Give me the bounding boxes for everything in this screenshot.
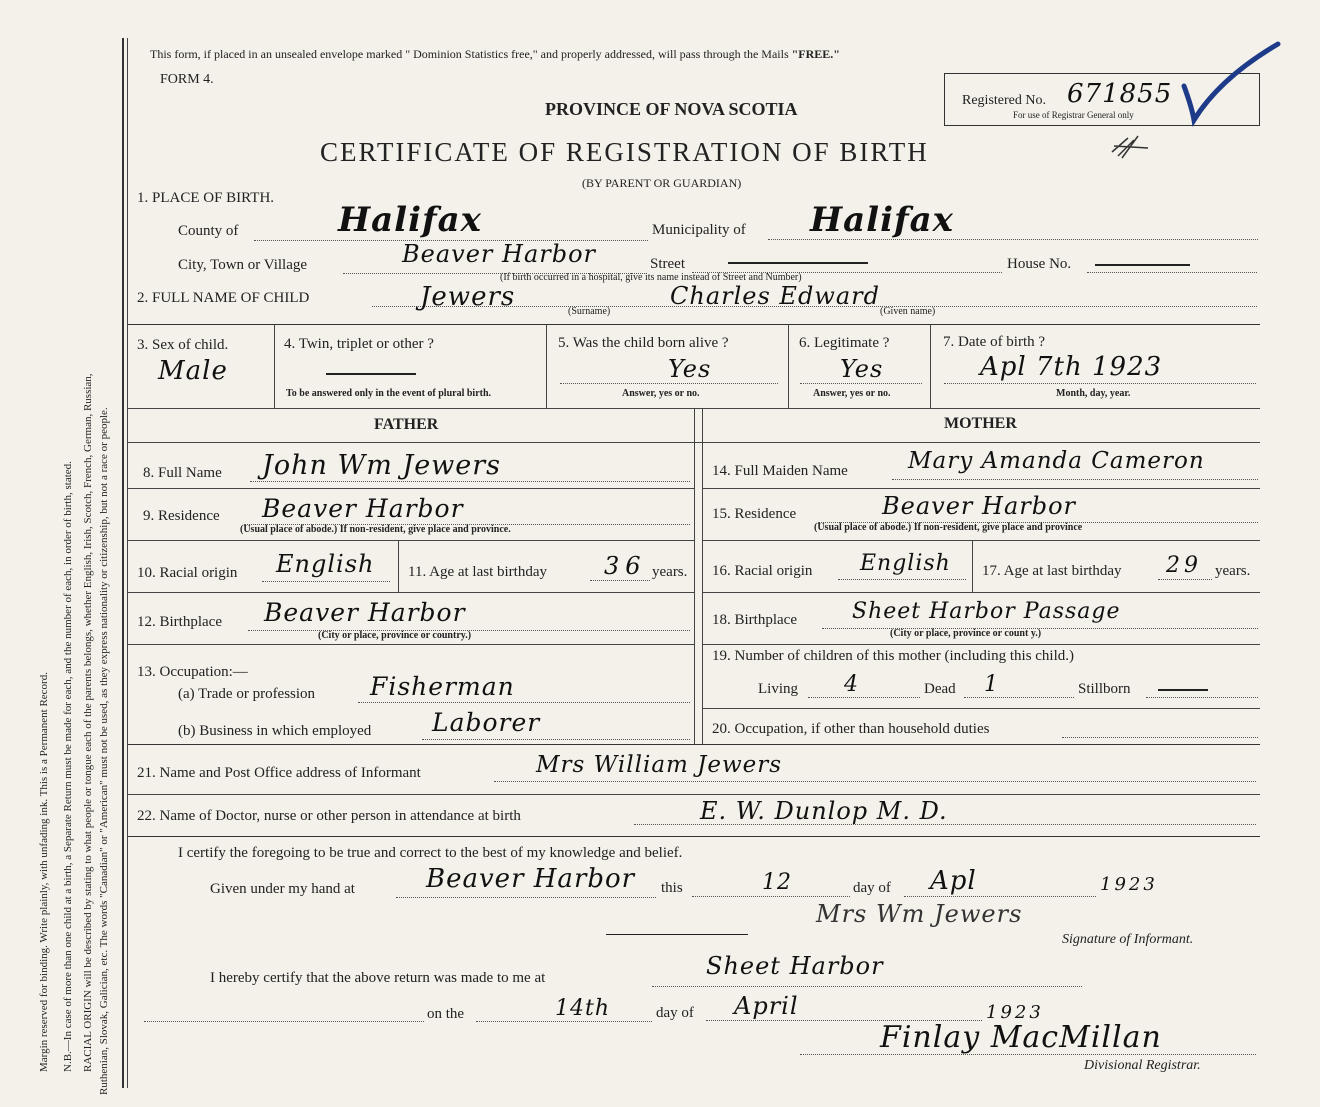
informant-signature-label: Signature of Informant. bbox=[1062, 932, 1194, 947]
legitimate-label: 6. Legitimate ? bbox=[799, 335, 890, 351]
father-residence-value: Beaver Harbor bbox=[262, 494, 464, 523]
mother-birthplace-value: Sheet Harbor Passage bbox=[852, 599, 1121, 624]
mother-birthplace-note: (City or place, province or count y.) bbox=[890, 628, 1042, 639]
father-residence-note: (Usual place of abode.) If non-resident, give place and province. bbox=[240, 524, 511, 535]
dead-label: Dead bbox=[924, 681, 956, 697]
father-heading: FATHER bbox=[374, 416, 439, 433]
father-race-value: English bbox=[276, 550, 375, 578]
father-birthplace-label: 12. Birthplace bbox=[137, 614, 222, 630]
doctor-value: E. W. Dunlop M. D. bbox=[700, 797, 948, 825]
page-subtitle: (BY PARENT OR GUARDIAN) bbox=[582, 176, 742, 190]
dob-note: Month, day, year. bbox=[1056, 388, 1131, 399]
street-label: Street bbox=[650, 256, 685, 272]
mother-residence-note: (Usual place of abode.) If non-resident, give place and province bbox=[814, 522, 1083, 533]
legitimate-note: Answer, yes or no. bbox=[813, 388, 891, 399]
county-value: Halifax bbox=[338, 200, 482, 240]
father-name-label: 8. Full Name bbox=[143, 465, 222, 481]
sex-label: 3. Sex of child. bbox=[137, 337, 229, 353]
given-day-value: 12 bbox=[762, 870, 792, 895]
city-label: City, Town or Village bbox=[178, 257, 308, 273]
father-birthplace-value: Beaver Harbor bbox=[264, 598, 466, 627]
registered-number: 671855 bbox=[1067, 79, 1173, 109]
registrar-certify-text: I hereby certify that the above return was made to me at bbox=[210, 970, 546, 986]
form-number: FORM 4. bbox=[160, 72, 214, 87]
surname-note: (Surname) bbox=[568, 306, 611, 317]
binding-rule bbox=[122, 38, 124, 1088]
registrar-note: For use of Registrar General only bbox=[1013, 110, 1134, 120]
given-place-value: Beaver Harbor bbox=[426, 864, 636, 894]
children-count-label: 19. Number of children of this mother (including this child.) bbox=[712, 648, 1075, 664]
certify-text: I certify the foregoing to be true and correct to the best of my knowledge and belief. bbox=[178, 845, 683, 861]
registered-label: Registered No. bbox=[962, 93, 1046, 108]
father-age-unit: years. bbox=[652, 564, 688, 580]
given-under-label: Given under my hand at bbox=[210, 881, 355, 897]
born-alive-note: Answer, yes or no. bbox=[622, 388, 700, 399]
stamp-mark-icon bbox=[1108, 132, 1156, 162]
informant-label: 21. Name and Post Office address of Informant bbox=[137, 765, 421, 781]
mother-name-value: Mary Amanda Cameron bbox=[908, 448, 1205, 474]
stillborn-dash bbox=[1158, 689, 1208, 691]
margin-note-1: Margin reserved for binding. Write plainly, with unfading ink. This is a Permanent Record. bbox=[38, 672, 50, 1072]
binding-rule-inner bbox=[127, 38, 128, 1088]
dob-value: Apl 7th 1923 bbox=[980, 352, 1163, 382]
given-day-of-label: day of bbox=[853, 880, 891, 896]
page-title: CERTIFICATE OF REGISTRATION OF BIRTH bbox=[320, 137, 929, 167]
twin-dash bbox=[326, 373, 416, 375]
municipality-label: Municipality of bbox=[652, 222, 746, 238]
mother-name-label: 14. Full Maiden Name bbox=[712, 463, 848, 479]
mother-heading: MOTHER bbox=[944, 415, 1017, 432]
municipality-value: Halifax bbox=[810, 200, 954, 240]
mother-age-value: 29 bbox=[1166, 553, 1202, 578]
occupation-label: 13. Occupation:— bbox=[137, 664, 248, 680]
informant-signature: Mrs Wm Jewers bbox=[816, 900, 1023, 928]
business-label: (b) Business in which employed bbox=[178, 723, 372, 739]
registrar-month-value: April bbox=[734, 992, 799, 1020]
given-name-note: (Given name) bbox=[880, 306, 936, 317]
business-value: Laborer bbox=[432, 708, 541, 737]
trade-label: (a) Trade or profession bbox=[178, 686, 316, 702]
mother-race-value: English bbox=[860, 551, 951, 576]
column-divider bbox=[694, 408, 695, 744]
province-heading: PROVINCE OF NOVA SCOTIA bbox=[545, 99, 798, 119]
informant-value: Mrs William Jewers bbox=[536, 752, 783, 778]
stillborn-label: Stillborn bbox=[1078, 681, 1131, 697]
twin-note: To be answered only in the event of plural birth. bbox=[286, 388, 492, 399]
registrar-signature: Finlay MacMillan bbox=[880, 1020, 1162, 1055]
registrar-day-of-label: day of bbox=[656, 1005, 694, 1021]
given-month-value: Apl bbox=[930, 866, 977, 896]
mail-notice: This form, if placed in an unsealed envelope marked " Dominion Statistics free," and properly addressed, will pass through the Mails "FREE." bbox=[150, 47, 840, 61]
mother-occupation-label: 20. Occupation, if other than household duties bbox=[712, 721, 990, 737]
registrar-place-value: Sheet Harbor bbox=[706, 952, 884, 980]
child-name-label: 2. FULL NAME OF CHILD bbox=[137, 290, 310, 306]
father-birthplace-note: (City or place, province or country.) bbox=[318, 630, 472, 641]
informant-signature-line bbox=[606, 934, 748, 935]
dead-value: 1 bbox=[984, 672, 999, 697]
legitimate-value: Yes bbox=[840, 355, 884, 383]
living-label: Living bbox=[758, 681, 798, 697]
county-label: County of bbox=[178, 223, 239, 239]
street-dash bbox=[728, 262, 868, 264]
mother-birthplace-label: 18. Birthplace bbox=[712, 612, 797, 628]
father-residence-label: 9. Residence bbox=[143, 508, 220, 524]
living-value: 4 bbox=[844, 672, 859, 697]
registrar-day-value: 14th bbox=[555, 996, 611, 1021]
mother-race-label: 16. Racial origin bbox=[712, 563, 813, 579]
hospital-note: (If birth occurred in a hospital, give its name instead of Street and Number) bbox=[500, 272, 802, 283]
father-name-value: John Wm Jewers bbox=[262, 450, 502, 481]
registrar-year-value: 1923 bbox=[986, 1002, 1044, 1023]
registrar-title: Divisional Registrar. bbox=[1084, 1058, 1201, 1073]
trade-value: Fisherman bbox=[370, 672, 515, 701]
mother-residence-value: Beaver Harbor bbox=[882, 492, 1077, 520]
child-surname: Jewers bbox=[420, 282, 516, 312]
born-alive-value: Yes bbox=[668, 355, 712, 383]
on-the-label: on the bbox=[427, 1006, 465, 1022]
mother-age-label: 17. Age at last birthday bbox=[982, 563, 1122, 579]
doctor-label: 22. Name of Doctor, nurse or other person in attendance at birth bbox=[137, 808, 521, 824]
check-mark-icon bbox=[1170, 38, 1285, 128]
house-number-label: House No. bbox=[1007, 256, 1072, 272]
sex-value: Male bbox=[158, 356, 228, 386]
margin-note-3: RACIAL ORIGIN will be described by stating to what people or tongue each of the parents belongs, whether English, Irish, Scotch, French, German, Russian, bbox=[82, 373, 94, 1072]
father-race-label: 10. Racial origin bbox=[137, 565, 238, 581]
father-age-value: 36 bbox=[604, 552, 647, 580]
place-of-birth-heading: 1. PLACE OF BIRTH. bbox=[137, 190, 275, 206]
father-age-label: 11. Age at last birthday bbox=[408, 564, 547, 580]
margin-note-2: N.B.—In case of more than one child at a birth, a Separate Return must be made for each, and the number of each, in order of birth, stated. bbox=[62, 461, 74, 1072]
mother-age-unit: years. bbox=[1215, 563, 1251, 579]
city-value: Beaver Harbor bbox=[402, 240, 597, 268]
margin-note-4: Ruthenian, Slovak, Galician, etc. The words "Canadian" or "American" must not be used, as they express nationality or citizenship, but not a race or people. bbox=[98, 407, 110, 1095]
twin-label: 4. Twin, triplet or other ? bbox=[284, 336, 434, 352]
house-dash bbox=[1095, 264, 1190, 266]
mother-residence-label: 15. Residence bbox=[712, 506, 797, 522]
given-year-value: 1923 bbox=[1100, 874, 1158, 895]
dob-label: 7. Date of birth ? bbox=[943, 334, 1046, 350]
born-alive-label: 5. Was the child born alive ? bbox=[558, 335, 729, 351]
child-given-name: Charles Edward bbox=[670, 282, 880, 310]
this-label: this bbox=[661, 880, 683, 896]
